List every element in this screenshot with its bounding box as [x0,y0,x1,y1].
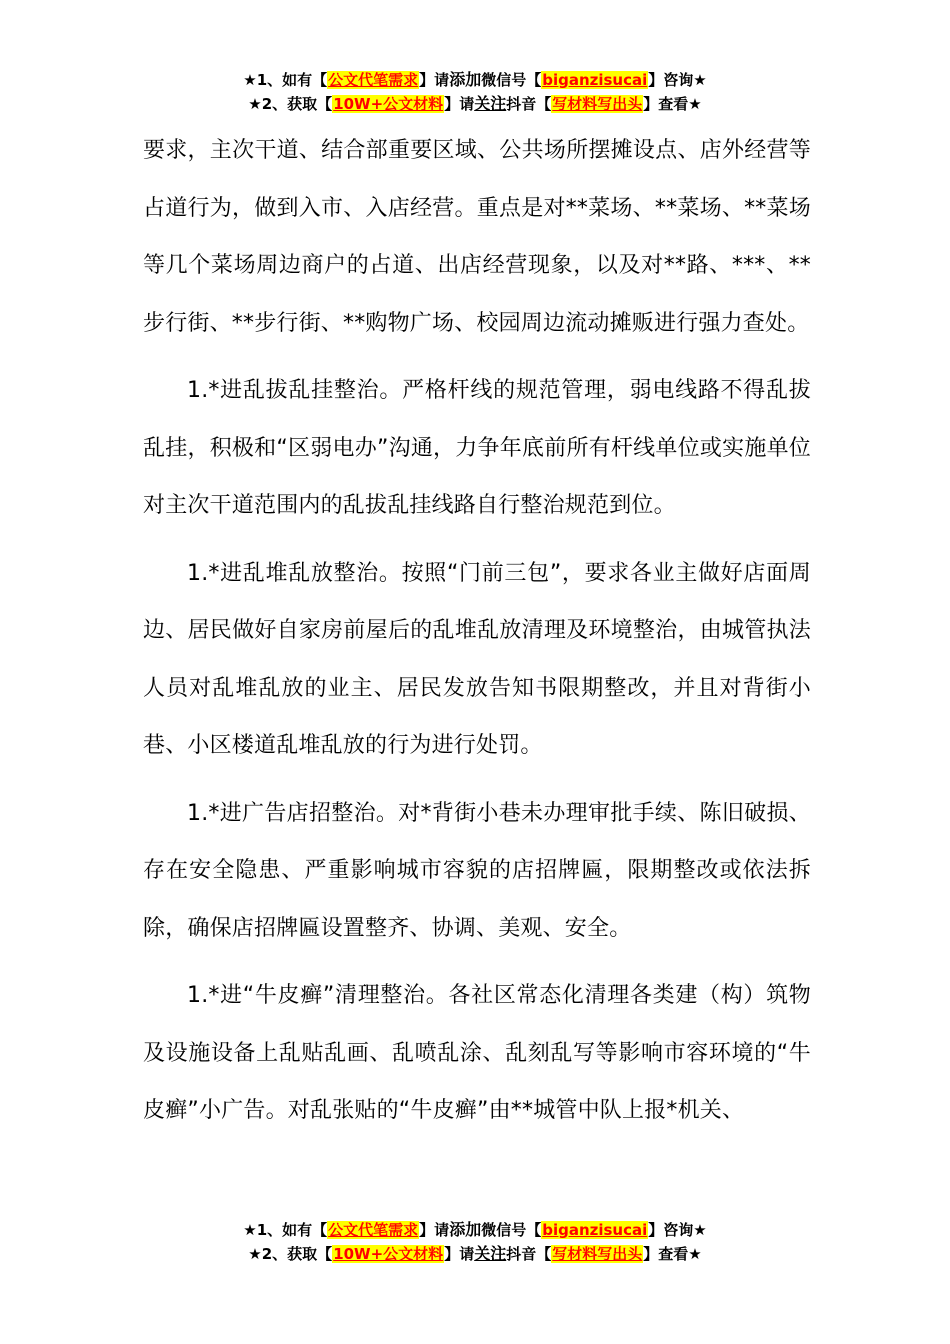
banner-text: 】咨询★ [648,1221,707,1239]
highlight-service: 公文代笔需求 [328,1221,419,1239]
highlight-wechat-id: biganzisucai [542,71,648,89]
paragraph-wires: 1.*进乱拔乱挂整治。严格杆线的规范管理，弱电线路不得乱拔乱挂，积极和“区弱电办”沟通，力争年底前所有杆线单位或实施单位对主次干道范围内的乱拔乱挂线路自行整治规范到位。 [143,378,811,518]
banner-text: 】咨询★ [648,71,707,89]
banner-line-2 [0,92,950,116]
footer-banner [0,1218,950,1266]
banner-text: 抖音【 [506,95,552,113]
banner-text: 】查看★ [643,1245,702,1263]
banner-text: 抖音【 [506,1245,552,1263]
banner-text: 】请 [419,1221,450,1239]
banner-text: 微信号【 [481,71,542,89]
paragraph-clutter: 1.*进乱堆乱放整治。按照“门前三包”，要求各业主做好店面周边、居民做好自家房前屋后的乱堆乱放清理及环境整治，由城管执法人员对乱堆乱放的业主、居民发放告知书限期整改，并且对背街小巷、小区楼道乱堆乱放的行为进行处罚。 [143,560,811,758]
banner-text: 】请 [444,1245,475,1263]
header-banner [0,68,950,116]
banner-text: ★2、获取【 [248,95,333,113]
banner-emphasis: 关注 [474,94,507,113]
highlight-service: 公文代笔需求 [328,71,419,89]
banner-text: 】请 [419,71,450,89]
paragraph-signs: 1.*进广告店招整治。对*背街小巷未办理审批手续、陈旧破损、存在安全隐患、严重影响城市容貌的店招牌匾，限期整改或依法拆除，确保店招牌匾设置整齐、协调、美观、安全。 [143,800,811,941]
banner-emphasis: 添加 [449,1220,482,1239]
banner-text: ★2、获取【 [248,1245,333,1263]
paragraph-ads: 1.*进“牛皮癣”清理整治。各社区常态化清理各类建（构）筑物及设施设备上乱贴乱画、乱喷乱涂、乱刻乱写等影响市容环境的“牛皮癣”小广告。对乱张贴的“牛皮癣”由**城管中队上报*机关、 [143,983,811,1123]
paragraph-continuation: 要求，主次干道、结合部重要区域、公共场所摆摊设点、店外经营等占道行为，做到入市、入店经营。重点是对**菜场、**菜场、**菜场等几个菜场周边商户的占道、出店经营现象，以及对**路、***、**步行街、**步行街、**购物广场、校园周边流动摊贩进行强力查处。 [143,138,811,336]
highlight-douyin-name: 写材料写出头 [552,95,643,113]
banner-line-2 [0,1242,950,1266]
banner-text: 微信号【 [481,1221,542,1239]
banner-text: ★1、如有【 [243,1221,328,1239]
banner-line-1 [0,1218,950,1242]
banner-emphasis: 关注 [474,1244,507,1263]
highlight-wechat-id: biganzisucai [542,1221,648,1239]
highlight-materials: 10W+公文材料 [333,95,444,113]
banner-text: 】查看★ [643,95,702,113]
banner-line-1 [0,68,950,92]
highlight-materials: 10W+公文材料 [333,1245,444,1263]
banner-text: 】请 [444,95,475,113]
document-body [143,122,811,1140]
highlight-douyin-name: 写材料写出头 [552,1245,643,1263]
banner-emphasis: 添加 [449,70,482,89]
banner-text: ★1、如有【 [243,71,328,89]
